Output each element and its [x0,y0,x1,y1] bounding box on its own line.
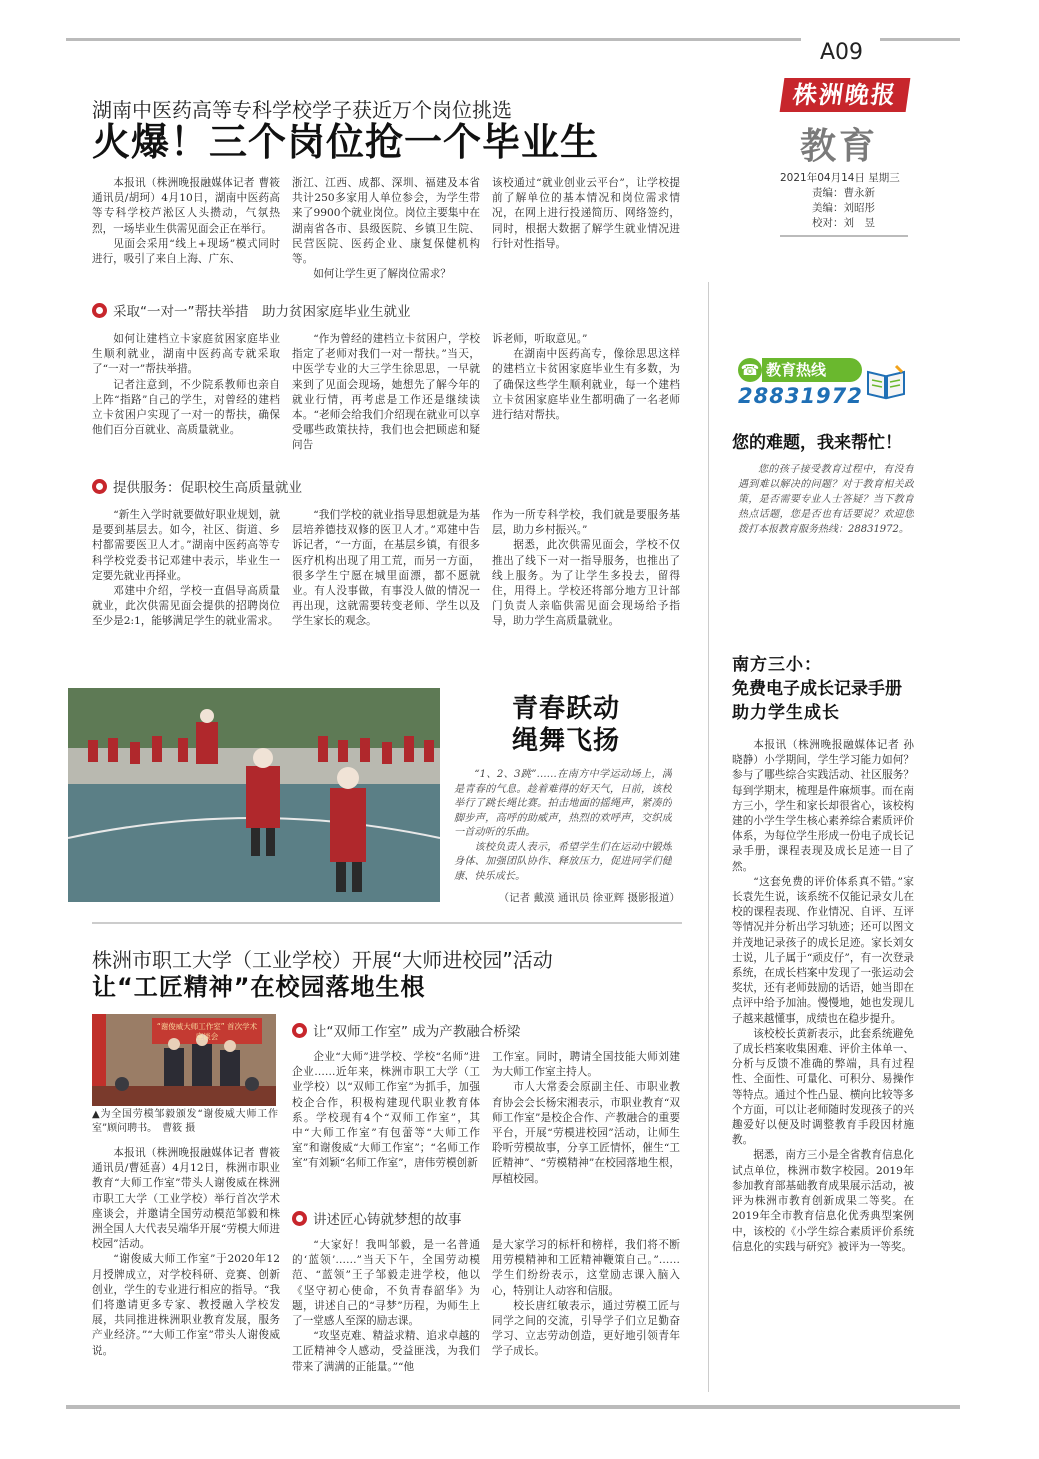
story1-s1-col1 [92,332,280,462]
story2-col1 [92,1146,280,1382]
section-name: 教育 [800,126,879,167]
story1-lead-col1 [92,176,280,284]
story2-s2-p2: “攻坚克难、精益求精、追求卓越的工匠精神令人感动，受益匪浅，为我们带来了满满的正能量。”“他 [292,1330,480,1373]
story1-s2-col3 [492,508,680,660]
story1-s1-p1: 如何让建档立卡家庭贫困家庭毕业生顺利就业，湖南中医药高专就采取了“一对一”帮扶举措。 [92,333,280,376]
hotline-body: 您的孩子接受教育过程中，有没有遇到难以解决的问题？对于教育相关政策，是否需要专业人士答疑？当下教育热点话题，您是否也有话要说？欢迎您拨打本报教育服务热线：28831972。 [738,464,914,535]
hotline-label: 教育热线 [762,358,862,382]
story1-s2-p5: 据悉，此次供需见面会，学校不仅推出了线下一对一指导服务，也推出了线上服务。为了让学生多投去，留得住，用得上。学校还将部分地方卫计部门负责人亲临供需见面会现场给予指导，助力学生高质量就业。 [492,539,680,628]
story2-s1-p2: 工作室。同时，聘请全国技能大师刘建为大师工作室主持人。 [492,1051,680,1079]
story1-s1-p3: “作为曾经的建档立卡贫困户，学校指定了老师对我们一对一帮扶。”当天，中医学专业的大三学生徐思思，一早就来到了见面会现场，她想先了解今年的就业行情，再考虑是工作还是继续读本。“老师会给我们介绍现在就业可以享受哪些政策扶持，我们也会把顾虑和疑问告 [292,333,480,452]
award-caption-text: ▲为全国劳模邹毅颁发“谢俊威大师工作室”顾问聘书。 曹筱 摄 [92,1109,278,1134]
award-photo-caption [92,1108,278,1138]
story2-section2-title: 讲述匠心铸就梦想的故事 [313,1212,462,1228]
hotline-heading: 您的难题，我来帮忙！ [732,433,902,453]
story1-s1-p5: 在湖南中医药高专，像徐思思这样的建档立卡贫困家庭毕业生有多数，为了确保这些学生顺利就业，每一个建档立卡贫困家庭毕业生都明确了一名老师进行结对帮扶。 [492,348,680,422]
story1-s1-col3 [492,332,680,462]
sidebar-story-body [732,738,914,1338]
story1-s1-p4: 诉老师，听取意见。” [492,333,588,345]
story1-s2-p1: “新生入学时就要做好职业规划，就是要到基层去。如今，社区、街道、乡村都需要医卫人才。”湖南中医药高等专科学校党委书记邓建中表示，毕业生一定要先就业再择业。 [92,509,280,582]
section-marker-icon [292,1023,307,1038]
story1-lead-p4: 如何让学生更了解岗位需求？ [313,268,451,281]
masthead-rule [780,235,908,237]
photo-feature-title-1: 青春跃动 [512,694,621,724]
story1-s2-p3: “我们学校的就业指导思想就是为基层培养德技双修的医卫人才。”邓建中告诉记者，“一方面，在基层乡镇，有很多医疗机构出现了用工荒，而另一方面，很多学生宁愿在城里面漂，都不愿就业。有人没事做，有事没人做的情况一再出现，这就需要转变老师、学生以及学生家长的观念。 [292,509,480,628]
photo-feature-p2: 该校负责人表示，希望学生们在运动中锻炼身体、加强团队协作、释放压力，促进同学们健康、快乐成长。 [454,841,672,882]
hotline-text [738,462,914,562]
sidebar-story-p1: 本报讯（株洲晚报融媒体记者 孙晓静）小学期间，学生学习能力如何？参与了哪些综合实践活动、社区服务？每到学期末，梳理是件麻烦事。而在南方三小，学生和家长却很省心，该校构建的小学生学生核心素养综合素质评价体系，为每位学生形成一份电子成长记录手册，课程表现及成长足迹一目了然。 [732,739,914,873]
story1-lead-p2: 见面会采用“线上+现场”模式同时进行，吸引了来自上海、广东、 [92,237,280,266]
story2-s1-col2 [292,1050,480,1190]
proofreader-credit: 校对：刘 昱 [812,217,875,229]
editor-credit: 责编：曹永新 [812,187,875,199]
story2-s2-col2 [292,1238,480,1384]
story1-section2-title: 提供服务：促职校生高质量就业 [113,480,302,496]
photo-feature-p1: “1、2、3跳”……在南方中学运动场上，满是青春的气息。趁着难得的好天气，日前，该校举行了跳长绳比赛。拍击地面的摇绳声，紧凑的脚步声，高呼的助威声，热烈的欢呼声，交织成一首动听的乐曲。 [454,769,672,838]
sidebar-story-p4: 据悉，南方三小是全省教育信息化试点单位，株洲市数字校园。2019年参加教育部基础教育成果展示活动，被评为株洲市教育创新成果二等奖。在2019年全市教育信息化优秀典型案例中，该校的《小学生综合素质评价系统信息化的实践与研究》被评为一等奖。 [732,1149,914,1253]
story1-section2-heading [92,476,692,496]
story2-s2-p1: “大家好！我叫邹毅，是一名普通的‘蓝领’……”当天下午，全国劳动模范、“蓝领”王子邹毅走进学校，他以《坚守初心使命，不负青春韶华》为题，讲述自己的“寻梦”历程，为师生上了一堂感人至深的励志课。 [292,1239,480,1328]
story2-s2-p4: 校长唐红敏表示，通过劳模工匠与同学之间的交流，引导学子们立足勤奋学习、立志劳动创造，更好地引领青年学子成长。 [492,1299,680,1358]
hotline-number: 28831972 [738,384,863,408]
story1-s1-col2 [292,332,480,462]
story1-lead-col3 [492,176,680,284]
section-marker-icon [92,303,107,318]
story1-s2-col1 [92,508,280,660]
bottom-rule [66,1405,960,1409]
top-rule [66,38,801,41]
story2-section1-title: 让“双师工作室” 成为产教融合桥梁 [313,1024,521,1040]
award-photo-banner: “谢俊威大师工作室” 首次学术座谈会 [156,1022,258,1041]
story1-lead-p3: 浙江、江西、成都、深圳、福建及本省共计250多家用人单位参会，为学生带来了9900个就业岗位。岗位主要集中在湖南省各市、县级医院、乡镇卫生院、民营医院、医药企业、康复保健机构等。 [292,177,480,266]
story1-lead-col2 [292,176,480,284]
story2-section1-heading [292,1020,692,1040]
sidebar-headline-1: 南方三小： [732,655,822,675]
story1-lead-p5: 该校通过“就业创业云平台”，让学校提前了解单位的基本情况和岗位需求情况，在网上进行投递简历、网络签约，同时，根据大数据了解学生就业情况进行针对性指导。 [492,177,680,250]
sidebar-story-p3: 该校校长黄新表示，此套系统避免了成长档案收集困难、评价主体单一、分析与反馈不准确的弊端，具有过程性、全面性、可量化、可积分、易操作等特点。通过个性凸显、横向比较等多个方面，可以让老师随时发现孩子的兴趣爱好以便及时调整教育手段因材施教。 [732,1027,914,1147]
phone-icon: ☎ [738,358,762,382]
story2-s1-p1: 企业“大师”进学校、学校“名师”进企业……近年来，株洲市职工大学（工业学校）以“双师工作室”为抓手，加强校企合作，积极构建现代职业教育体系。学校现有4个“双师工作室”，其中“大师工作室”有包蕾等“大师工作室”和谢俊威“大师工作室”；“名师工作室”有刘颖“名师工作室”，唐伟劳模创新 [292,1051,480,1170]
story2-s2-col3 [492,1238,680,1384]
story1-s1-p2: 记者注意到，不少院系教师也亲自上阵“指路”自己的学生，对曾经的建档立卡贫困户实现了一对一的帮扶，确保他们百分百就业、高质量就业。 [92,378,280,437]
story2-p2: “谢俊威大师工作室”于2020年12月授牌成立，对学校科研、竞赛、创新创业，学生的专业进行相应的指导。“我们将邀请更多专家、教授融入学校发展，共同推进株洲职业教育发展，服务产业经济。”“大师工作室”带头人谢俊威说。 [92,1253,280,1357]
story2-headline: 让“工匠精神”在校园落地生根 [92,973,426,1001]
story1-section1-title: 采取“一对一”帮扶举措 助力贫困家庭毕业生就业 [113,304,411,320]
students-jumping-illustration [68,688,440,902]
hotline-badge [738,356,910,412]
story1-s2-p4: 作为一所专科学校，我们就是要服务基层，助力乡村振兴。” [492,509,680,537]
page-number: A09 [820,40,864,65]
story2-s1-col3 [492,1050,680,1190]
photo-feature-text [454,768,672,886]
paper-logo: 株洲晚报 [780,78,911,112]
photo-feature-credit: （记者 戴漠 通讯员 徐亚辉 摄影报道） [498,892,680,904]
section-marker-icon [92,479,107,494]
story2-s2-p3: 是大家学习的标杆和榜样，我们将不断用劳模精神和工匠精神鞭策自己。”……学生们纷纷表示，这堂励志课入脑入心，特别让人动容和信服。 [492,1239,680,1297]
issue-date: 2021年04月14日 星期三 [780,172,900,184]
section-marker-icon [292,1211,307,1226]
designer-credit: 美编：刘昭彤 [812,202,875,214]
story2-kicker: 株洲市职工大学（工业学校）开展“大师进校园”活动 [92,948,553,972]
award-photo [92,1014,276,1106]
sidebar-story-p2: “这套免费的评价体系真不错。”家长袁先生说，该系统不仅能记录女儿在校的课程表现、作业情况、自评、互评等情况并分析出学习轨迹；还可以图文并茂地记录孩子的成长足迹。家长刘女士说，儿子属于“顽皮仔”，有一次登录系统，在成长档案中发现了一张运动会奖状，还有老师鼓励的话语，她当即在点评中给予加油。慢慢地，她也发现儿子越来越懂事，成绩也在稳步提升。 [732,875,914,1025]
story1-lead-p1: 本报讯（株洲晚报融媒体记者 曹筱 通讯员/胡珂）4月10日，湖南中医药高等专科学校芦淞区人头攒动，气氛热烈，一场毕业生供需见面会正在举行。 [92,177,280,235]
story2-section2-heading [292,1208,692,1228]
story2-top-rule [92,922,682,924]
sidebar-headline-3: 助力学生成长 [732,703,840,723]
story1-kicker: 湖南中医药高等专科学校学子获近万个岗位挑选 [92,98,512,122]
photo-feature-title-2: 绳舞飞扬 [512,726,621,756]
sidebar-headline-2: 免费电子成长记录手册 [732,679,902,699]
open-book-icon [866,364,906,400]
story1-s2-p2: 邓建中介绍，学校一直倡导高质量就业，此次供需见面会提供的招聘岗位至少是2:1，能够满足学生的就业需求。 [92,585,280,628]
story2-p1: 本报讯（株洲晚报融媒体记者 曹筱 通讯员/曹延喜）4月12日，株洲市职业教育“大师工作室”带头人谢俊威在株洲市职工大学（工业学校）举行首次学术座谈会，并邀请全国劳动模范邹毅和株洲全国人大代表吴端华开展“劳模大师进校园”活动。 [92,1147,280,1251]
story1-headline: 火爆！三个岗位抢一个毕业生 [92,120,600,164]
story1-s2-col2 [292,508,480,660]
story1-section1-heading [92,300,692,320]
jump-rope-photo [68,688,440,902]
story2-s1-p3: 市人大常委会原副主任、市职业教育协会会长杨宋湘表示，市职业教育“双师工作室”是校企合作、产教融合的重要平台，开展“劳模进校园”活动，让师生聆听劳模故事，分享工匠情怀，催生“工匠精神”、“劳模精神”在校园落地生根，厚植校园。 [492,1081,680,1185]
sidebar-divider [708,282,709,1392]
